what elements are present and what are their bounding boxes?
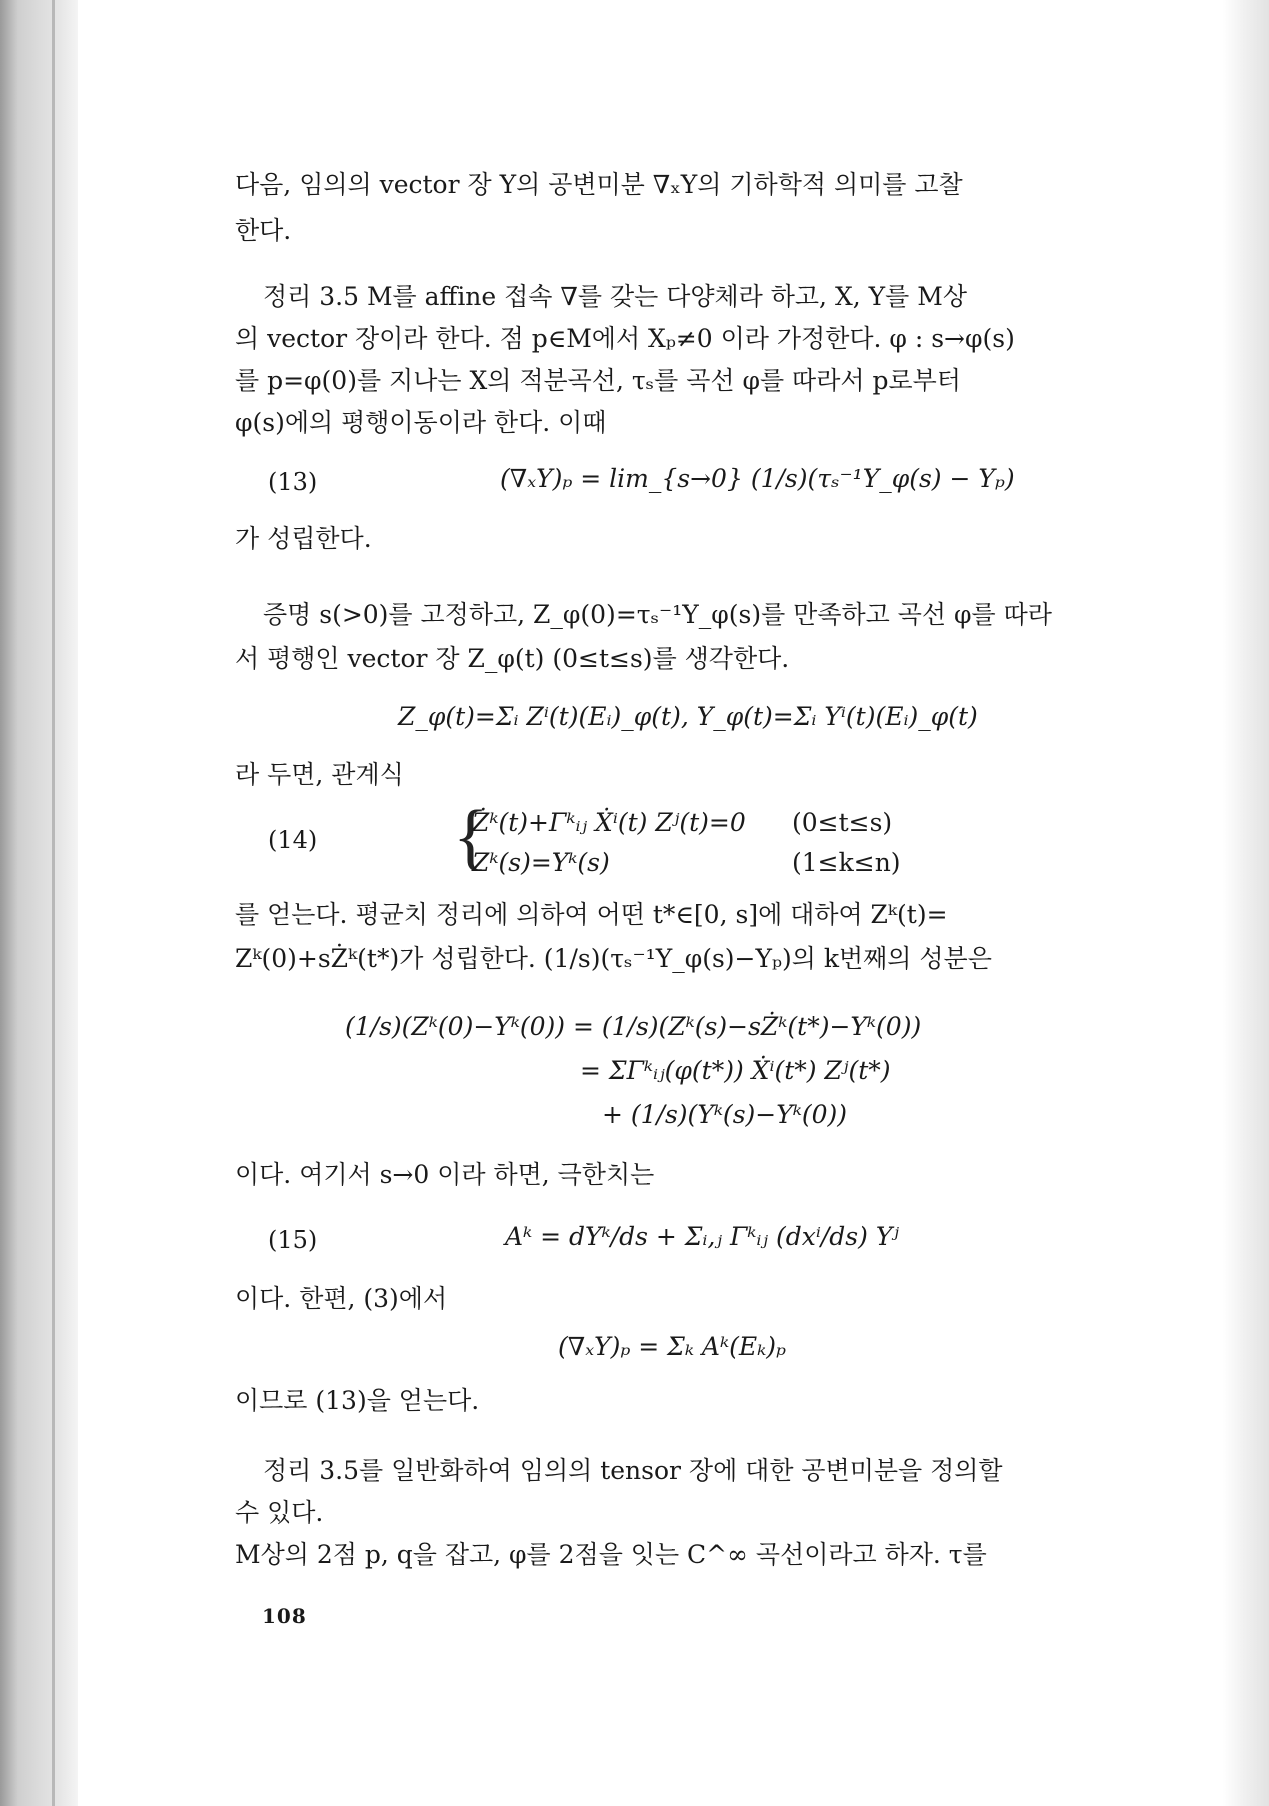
text-line: 서 평행인 vector 장 Z_φ(t) (0≤t≤s)를 생각한다. [235,644,790,673]
equation-chain-1: (1/s)(Zᵏ(0)−Yᵏ(0)) = (1/s)(Zᵏ(s)−sŻᵏ(t*)−Yᵏ(0)) [345,1012,922,1041]
equation-14b: Zᵏ(s)=Yᵏ(s) [472,848,610,877]
equation-14a: Żᵏ(t)+Γᵏᵢⱼ Ẋⁱ(t) Zʲ(t)=0 [472,808,746,837]
text-line: 다음, 임의의 vector 장 Y의 공변미분 ∇ₓY의 기하학적 의미를 고찰 [235,170,963,199]
equation-number: (15) [268,1226,318,1254]
text-line: 가 성립한다. [235,524,372,553]
theorem-line: 정리 3.5 M를 affine 접속 ∇를 갖는 다양체라 하고, X, Y를 M상 [263,282,967,311]
text-line: 수 있다. [235,1498,324,1527]
equation-15: Aᵏ = dYᵏ/ds + Σᵢ,ⱼ Γᵏᵢⱼ (dxⁱ/ds) Yʲ [505,1222,899,1251]
text-line: Zᵏ(0)+sŻᵏ(t*)가 성립한다. (1/s)(τₛ⁻¹Y_φ(s)−Yₚ)의 k번째의 성분은 [235,944,992,973]
text-line: 이므로 (13)을 얻는다. [235,1386,480,1415]
text-line: 정리 3.5를 일반화하여 임의의 tensor 장에 대한 공변미분을 정의할 [263,1456,1003,1485]
proof-line: 증명 s(>0)를 고정하고, Z_φ(0)=τₛ⁻¹Y_φ(s)를 만족하고 곡선 φ를 따라 [263,600,1052,629]
text-line: 이다. 여기서 s→0 이라 하면, 극한치는 [235,1160,655,1189]
text-line: φ(s)에의 평행이동이라 한다. 이때 [235,408,607,437]
equation-number: (14) [268,826,318,854]
text-line: 라 두면, 관계식 [235,760,404,789]
equation-14b-condition: (1≤k≤n) [792,848,901,877]
page-stack-edge [1223,0,1269,1806]
text-line: 를 얻는다. 평균치 정리에 의하여 어떤 t*∈[0, s]에 대하여 Zᵏ(t)= [235,900,948,929]
text-line: 의 vector 장이라 한다. 점 p∈M에서 Xₚ≠0 이라 가정한다. φ : s→φ(s) [235,324,1015,353]
left-brace: { [453,796,489,878]
equation-final: (∇ₓY)ₚ = Σₖ Aᵏ(Eₖ)ₚ [558,1332,786,1361]
equation-14a-condition: (0≤t≤s) [792,808,893,837]
text-line: 를 p=φ(0)를 지나는 X의 적분곡선, τₛ를 곡선 φ를 따라서 p로부터 [235,366,961,395]
page-number: 108 [262,1604,307,1628]
equation-chain-2: = ΣΓᵏᵢⱼ(φ(t*)) Ẋⁱ(t*) Zʲ(t*) [580,1056,891,1085]
equation-basis: Z_φ(t)=Σᵢ Zⁱ(t)(Eᵢ)_φ(t), Y_φ(t)=Σᵢ Yⁱ(t)(Eᵢ)_φ(t) [398,702,978,731]
equation-13: (∇ₓY)ₚ = lim_{s→0} (1/s)(τₛ⁻¹Y_φ(s) − Yₚ) [500,464,1015,493]
equation-chain-3: + (1/s)(Yᵏ(s)−Yᵏ(0)) [602,1100,848,1129]
text-line: 한다. [235,216,292,245]
text-line: 이다. 한편, (3)에서 [235,1284,448,1313]
book-spine-edge [0,0,78,1806]
equation-number: (13) [268,468,318,496]
text-line: M상의 2점 p, q을 잡고, φ를 2점을 잇는 C^∞ 곡선이라고 하자. τ를 [235,1540,987,1569]
